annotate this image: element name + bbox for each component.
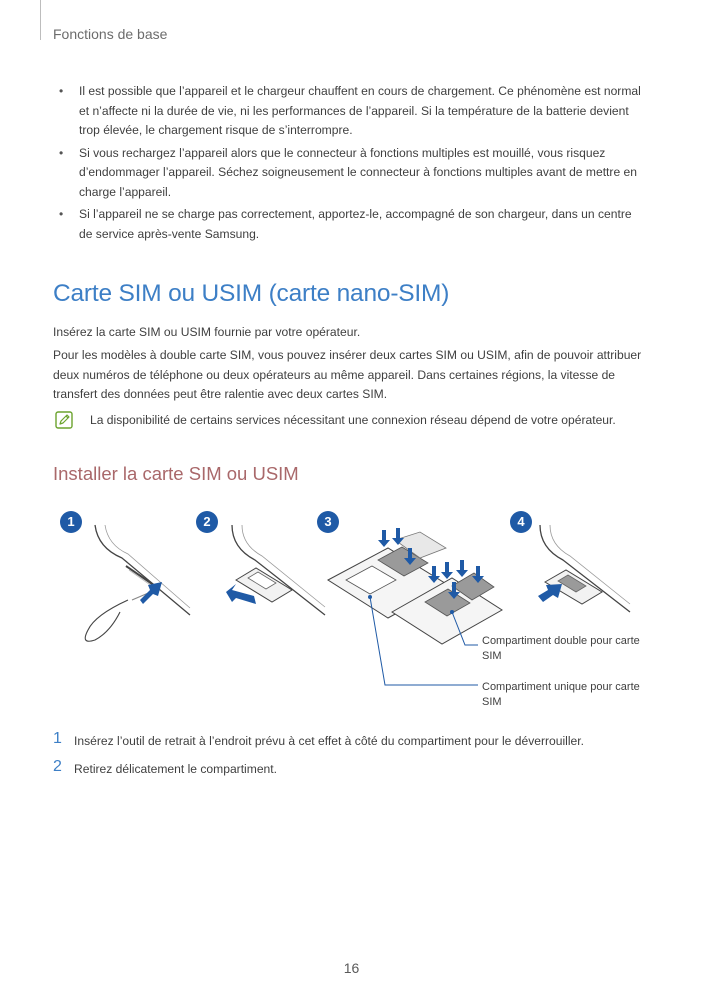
callout-single-sim: Compartiment unique pour carte SIM — [482, 681, 640, 708]
step-text: Retirez délicatement le compartiment. — [74, 762, 277, 776]
step-badge-3: 3 — [317, 511, 339, 533]
page-number: 16 — [343, 960, 360, 976]
insert-arrow-icon — [538, 584, 562, 602]
step-text: Insérez l’outil de retrait à l’endroit prévu à cet effet à côté du compartiment pour le déverrouiller. — [74, 734, 584, 748]
note-text: La disponibilité de certains services nécessitant une connexion réseau dépend de votre opérateur. — [90, 413, 616, 427]
step-list — [53, 730, 653, 786]
callout-dual-sim: Compartiment double pour carte SIM — [482, 635, 640, 662]
bullet-text: Il est possible que l’appareil et le chargeur chauffent en cours de chargement. Ce phénomène est normal et n’affecte ni la durée de vie, ni les performances de l’appareil. Si la température de la batterie devient trop élevée, le chargement risque de s’interrompre. — [79, 84, 641, 137]
step-badge-1: 1 — [60, 511, 82, 533]
insert-arrow-icon — [140, 582, 162, 604]
step-number: 2 — [53, 758, 62, 775]
bullet-list — [57, 82, 647, 247]
bullet-item — [57, 205, 647, 244]
panel-4-tray-insertion — [538, 525, 630, 612]
panel-3-sim-placement — [328, 528, 502, 685]
bullet-item — [57, 82, 647, 141]
section-label: Fonctions de base — [53, 26, 168, 42]
bullet-dot-icon: • — [59, 207, 64, 221]
intro-paragraph: Insérez la carte SIM ou USIM fournie par votre opérateur. — [53, 325, 361, 339]
step-item — [53, 730, 653, 758]
bullet-dot-icon: • — [59, 84, 64, 98]
panel-2-tray-removal — [226, 525, 325, 615]
section-title: Carte SIM ou USIM (carte nano-SIM) — [53, 280, 450, 307]
step-badge-2: 2 — [196, 511, 218, 533]
bullet-text: Si l’appareil ne se charge pas correctement, apportez-le, accompagné de son chargeur, dans un centre de service après-vente Samsung. — [79, 207, 632, 241]
dual-sim-paragraph: Pour les modèles à double carte SIM, vous pouvez insérer deux cartes SIM ou USIM, afin de pouvoir attribuer deux numéros de téléphone ou deux opérateurs au même appareil. Dans certaines régions, la vitesse de transfert des données peut être ralentie avec deux cartes SIM. — [53, 348, 642, 401]
bullet-dot-icon: • — [59, 145, 64, 160]
header-rule — [40, 0, 41, 40]
step-badge-4: 4 — [510, 511, 532, 533]
subsection-title: Installer la carte SIM ou USIM — [53, 463, 299, 484]
bullet-text: Si vous rechargez l’appareil alors que le connecteur à fonctions multiples est mouillé, vous risquez d’endommager l’appareil. Séchez soigneusement le connecteur à fonctions multiples avant de mettre en charge l’appareil. — [79, 145, 637, 199]
note-icon — [55, 411, 73, 429]
panel-1-eject-pin — [85, 525, 190, 641]
step-number: 1 — [53, 730, 62, 747]
step-item — [53, 758, 653, 786]
bullet-item — [57, 144, 647, 203]
